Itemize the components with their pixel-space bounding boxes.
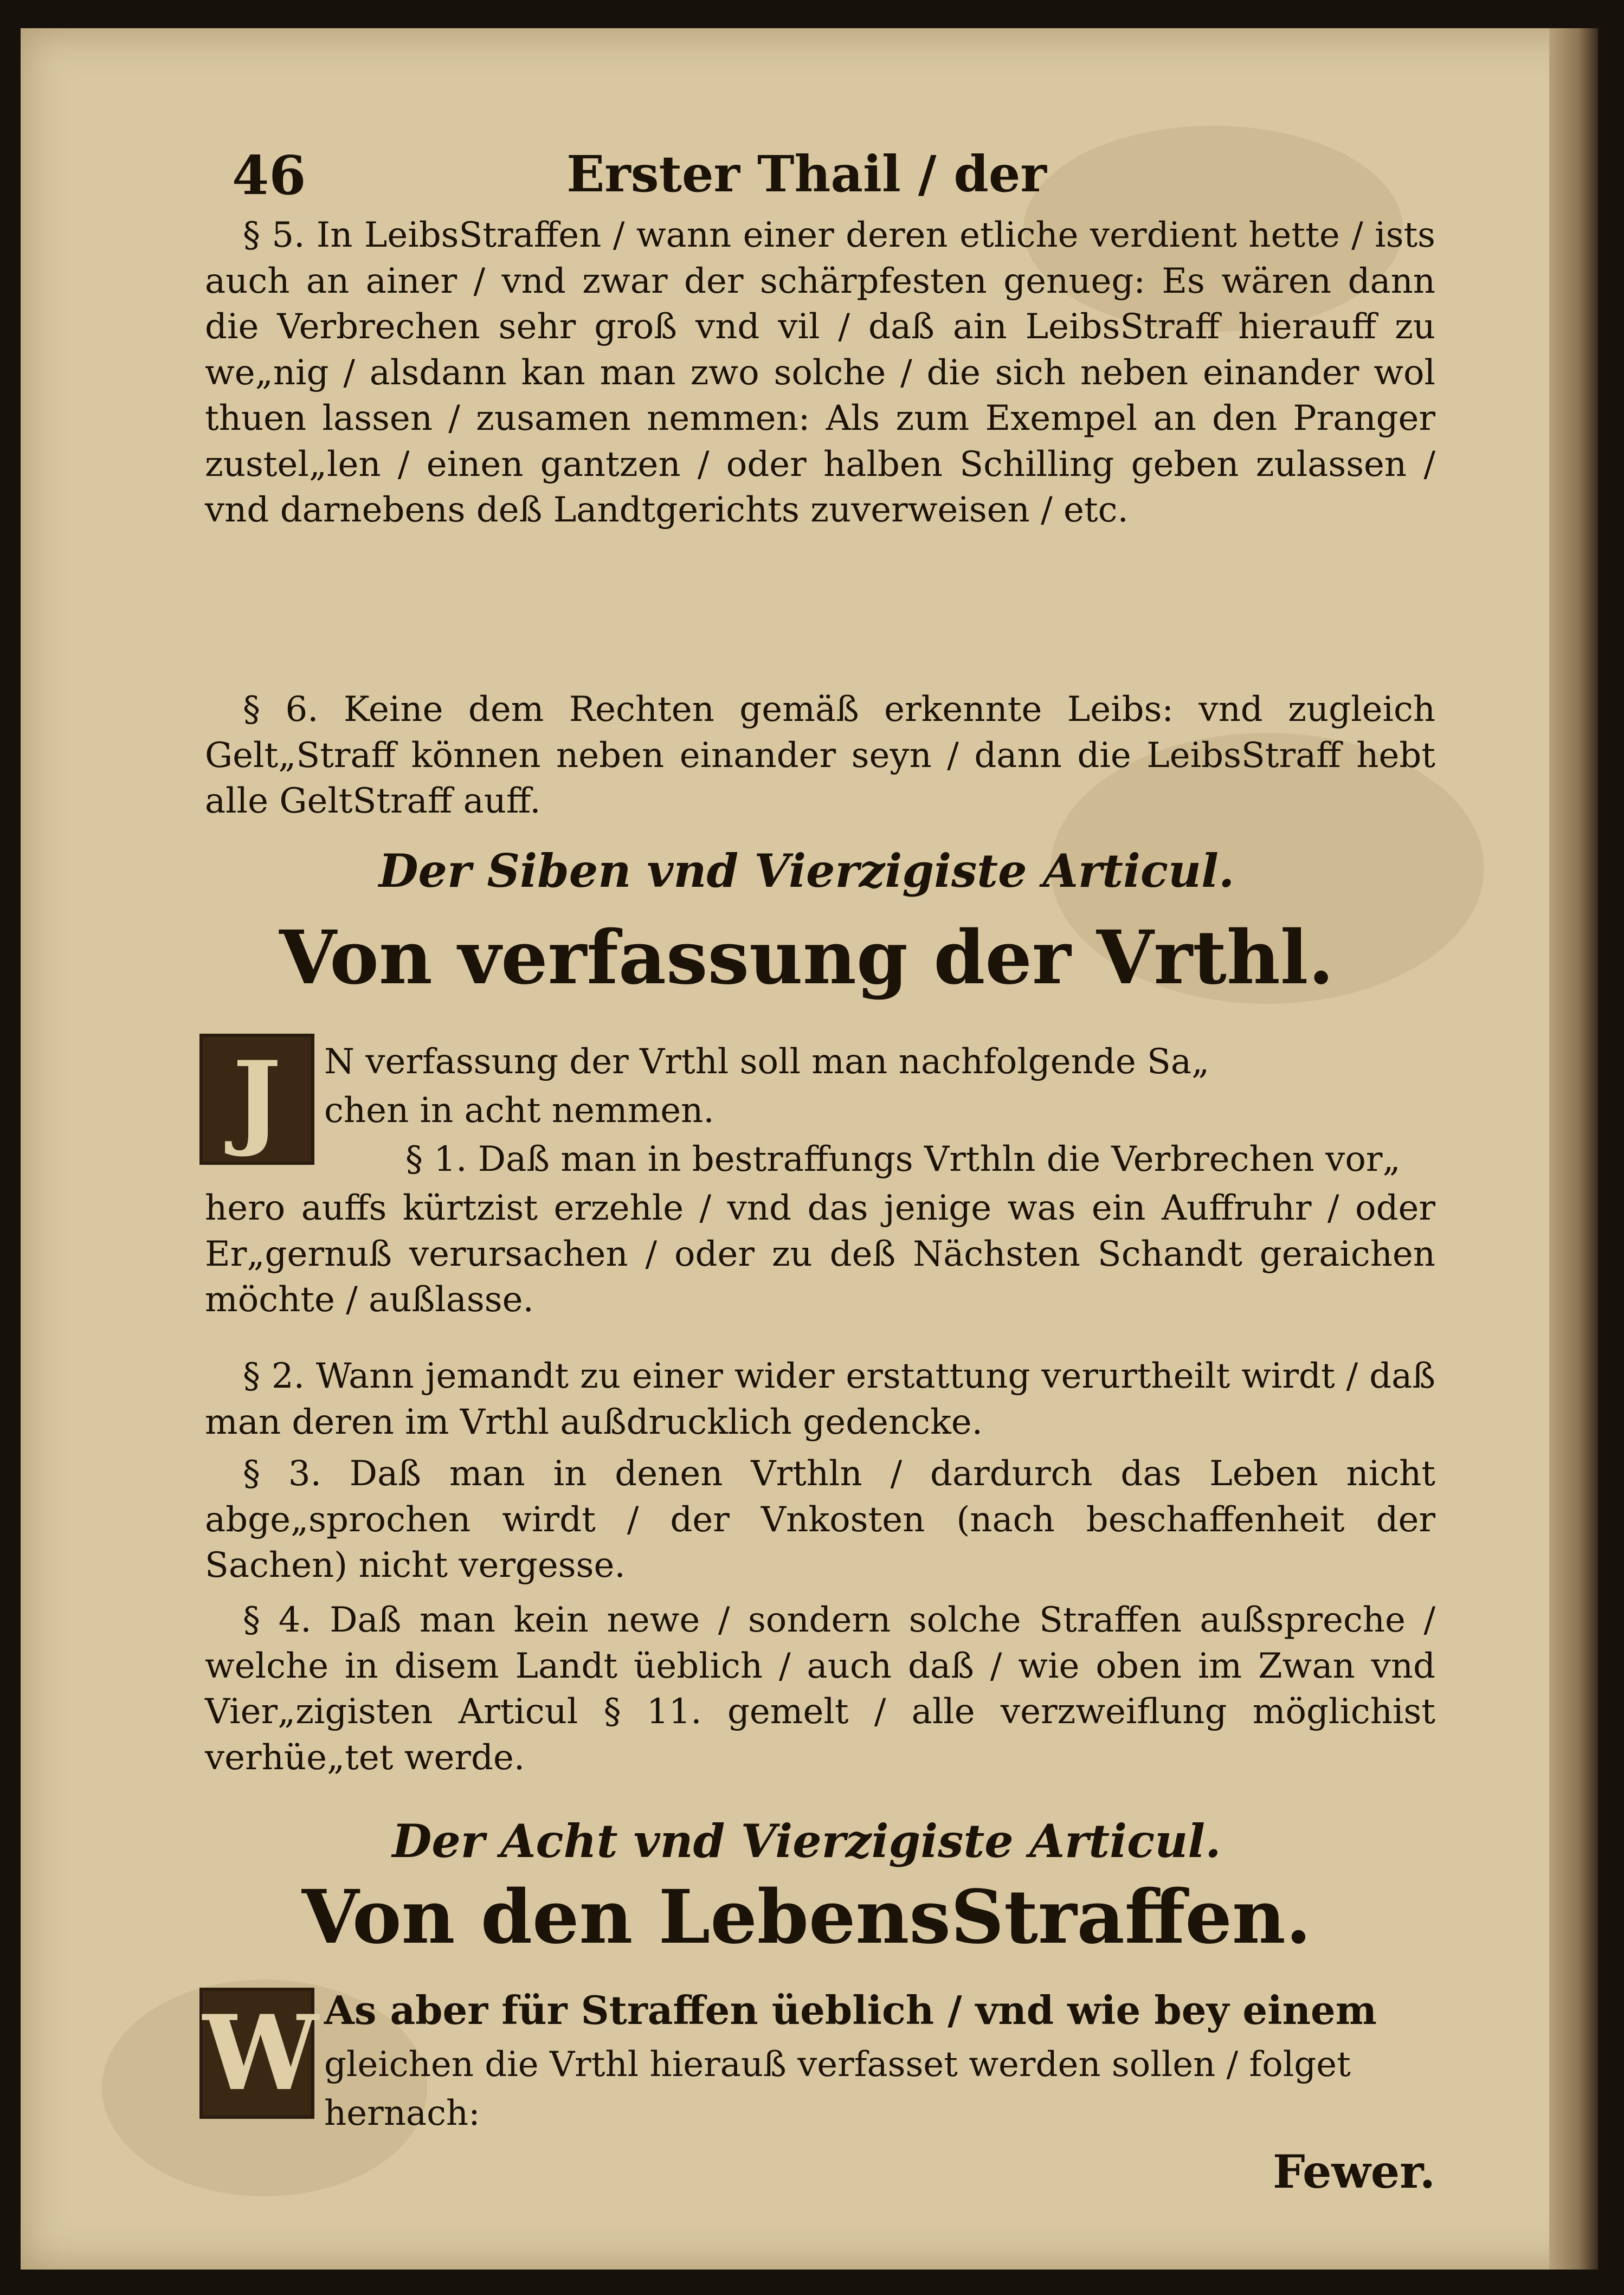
article-47-section-3: § 3. Daß man in denen Vrthln / dardurch das Leben nicht abge„sprochen wirdt / der Vnkosten (nach beschaffenheit der Sachen) nicht vergesse. (205, 1454, 1435, 1585)
initial-letter-w: W (199, 1988, 314, 2119)
book-page (21, 28, 1598, 2270)
article-48-intro-line3: hernach: (324, 2093, 480, 2133)
article-48-heading: Der Acht vnd Vierzigiste Articul. (392, 1814, 1221, 1868)
initial-letter-j: J (199, 1034, 314, 1165)
article-47-title: Von verfassung der Vrthl. (279, 914, 1334, 1001)
article-47-intro-line1: N verfassung der Vrthl soll man nachfolgende Sa„ (324, 1042, 1210, 1082)
section-46-6: § 6. Keine dem Rechten gemäß erkennte Leibs: vnd zugleich Gelt„Straff können neben einander seyn / dann die LeibsStraff hebt alle GeltStraff auff. (205, 689, 1435, 821)
article-48-intro-line2: gleichen die Vrthl hierauß verfasset werden sollen / folget (324, 2045, 1351, 2085)
article-48-title: Von den LebensStraffen. (301, 1874, 1312, 1961)
article-47-section-2: § 2. Wann jemandt zu einer wider erstattung verurtheilt wirdt / daß man deren im Vrthl außdrucklich gedencke. (205, 1356, 1435, 1442)
article-47-s1-rest: hero auffs kürtzist erzehle / vnd das jenige was ein Auffruhr / oder Er„gernuß verursachen / oder zu deß Nächsten Schandt geraichen möchte / außlasse. (205, 1188, 1435, 1320)
article-47-heading: Der Siben vnd Vierzigiste Articul. (378, 844, 1235, 898)
article-47-section-4: § 4. Daß man kein newe / sondern solche Straffen außspreche / welche in disem Landt üeblich / auch daß / wie oben im Zwan vnd Vier„zigisten Articul § 11. gemelt / alle verzweiflung möglichist verhüe„tet werde. (205, 1600, 1435, 1778)
running-header (178, 145, 1435, 210)
page-gutter-edge (1549, 28, 1598, 2270)
running-title: Erster Thail / der (566, 145, 1047, 203)
section-46-5: § 5. In LeibsStraffen / wann einer deren etliche verdient hette / ists auch an ainer / vnd zwar der schärpfesten genueg: Es wären dann die Verbrechen sehr groß vnd vil / daß ain LeibsStraff hierauff zu we„nig / alsdann kan man zwo solche / die sich neben einander wol thuen lassen / zusamen nemmen: Als zum Exempel an den Pranger zustel„len / einen gantzen / oder halben Schilling geben zulassen / vnd darnebens deß Landtgerichts zuverweisen / etc. (205, 215, 1435, 530)
article-48-intro-line1: As aber für Straffen üeblich / vnd wie bey einem (324, 1987, 1377, 2033)
article-47-intro-line2: chen in acht nemmen. (324, 1091, 714, 1131)
article-47-s1-line1: § 1. Daß man in bestraffungs Vrthln die Verbrechen vor„ (405, 1139, 1401, 1179)
catchword: Fewer. (1272, 2145, 1435, 2199)
page-number: 46 (232, 145, 306, 207)
